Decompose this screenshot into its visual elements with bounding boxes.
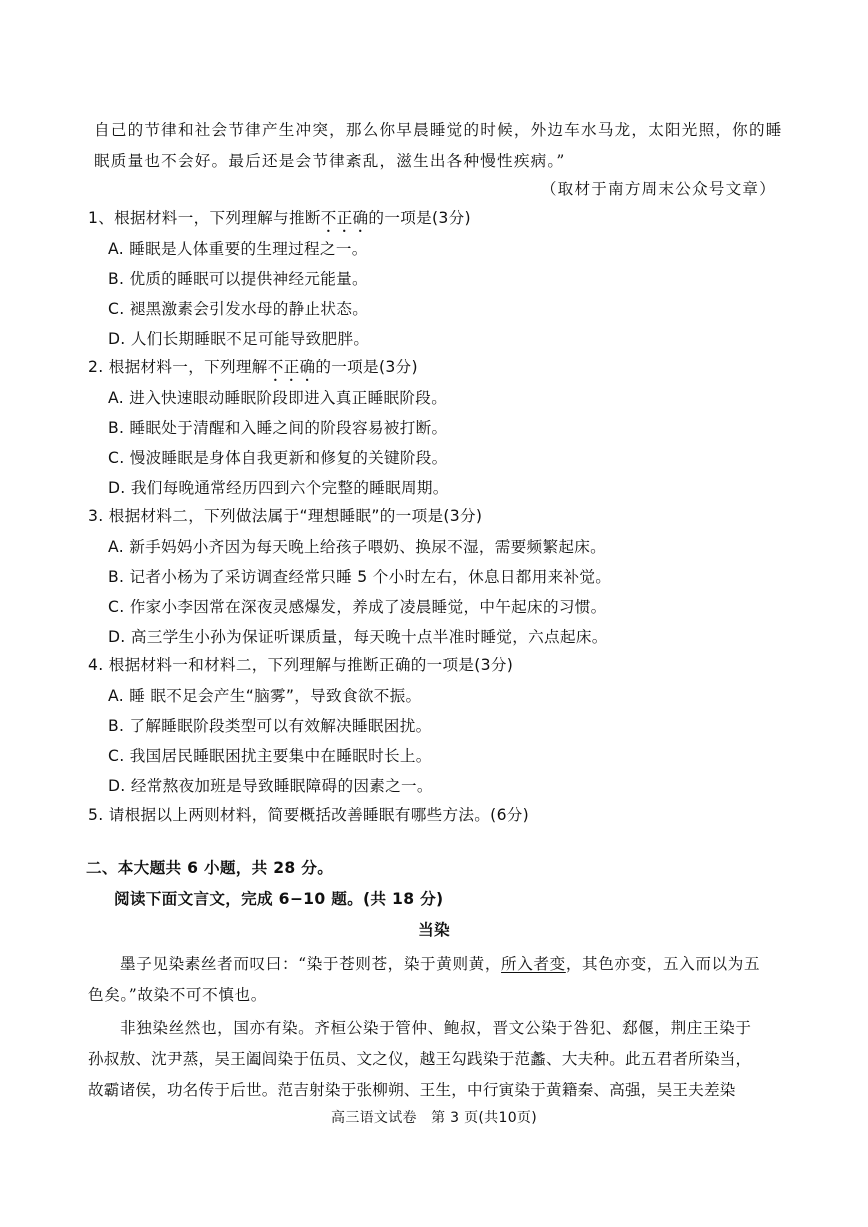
option-4c: C. 我国居民睡眠困扰主要集中在睡眠时长上。 xyxy=(108,747,432,765)
question-1-stem xyxy=(88,208,471,236)
option-4d: D. 经常熬夜加班是导致睡眠障碍的因素之一。 xyxy=(108,777,433,795)
passage-title: 当染 xyxy=(418,921,450,939)
question-5-stem: 5. 请根据以上两则材料，简要概括改善睡眠有哪些方法。(6分) xyxy=(88,806,530,824)
question-4-stem: 4. 根据材料一和材料二，下列理解与推断正确的一项是(3分) xyxy=(88,656,514,674)
classical-line: 孙叔敖、沈尹蒸，吴王阖闾染于伍员、文之仪，越王勾践染于范蠡、大夫种。此五君者所染当， xyxy=(88,1050,752,1068)
section-heading: 二、本大题共 6 小题，共 28 分。 xyxy=(86,859,334,877)
option-3b: B. 记者小杨为了采访调查经常只睡 5 个小时左右，休息日都用来补觉。 xyxy=(108,568,612,586)
classical-text: ，其色亦变，五入而以为五 xyxy=(565,955,761,973)
option-1b: B. 优质的睡眠可以提供神经元能量。 xyxy=(108,270,368,288)
passage-source: （取材于南方周末公众号文章） xyxy=(540,180,776,198)
option-1a: A. 睡眠是人体重要的生理过程之一。 xyxy=(108,240,368,258)
emphasis-text: 不正确 xyxy=(320,209,369,227)
emphasis-text: 不正确 xyxy=(267,358,316,376)
classical-text: 墨子见染素丝者而叹曰：“染于苍则苍，染于黄则黄， xyxy=(120,955,502,973)
stem-text: 的一项是(3分) xyxy=(368,209,471,227)
passage-line: 自己的节律和社会节律产生冲突，那么你早晨睡觉的时候，外边车水马龙，太阳光照，你的睡 xyxy=(94,121,783,139)
section-instruction: 阅读下面文言文，完成 6−10 题。(共 18 分) xyxy=(114,890,444,908)
option-2a: A. 进入快速眼动睡眠阶段即进入真正睡眠阶段。 xyxy=(108,389,448,407)
option-3c: C. 作家小李因常在深夜灵感爆发，养成了凌晨睡觉，中午起床的习惯。 xyxy=(108,598,607,616)
option-2d: D. 我们每晚通常经历四到六个完整的睡眠周期。 xyxy=(108,479,449,497)
stem-text: 1、根据材料一，下列理解与推断 xyxy=(88,209,321,227)
option-2c: C. 慢波睡眠是身体自我更新和修复的关键阶段。 xyxy=(108,449,448,467)
underlined-phrase: 所入者变 xyxy=(501,955,566,973)
classical-line: 色矣。”故染不可不慎也。 xyxy=(88,986,267,1004)
page-footer: 高三语文试卷 第 3 页(共10页) xyxy=(331,1110,537,1126)
option-2b: B. 睡眠处于清醒和入睡之间的阶段容易被打断。 xyxy=(108,419,448,437)
option-3a: A. 新手妈妈小齐因为每天晚上给孩子喂奶、换尿不湿，需要频繁起床。 xyxy=(108,538,607,556)
question-2-stem xyxy=(88,357,418,385)
question-3-stem: 3. 根据材料二，下列做法属于“理想睡眠”的一项是(3分) xyxy=(88,507,483,525)
option-3d: D. 高三学生小孙为保证听课质量，每天晚十点半准时睡觉，六点起床。 xyxy=(108,628,608,646)
option-1d: D. 人们长期睡眠不足可能导致肥胖。 xyxy=(108,330,370,348)
classical-line: 故霸诸侯，功名传于后世。范吉射染于张柳朔、王生，中行寅染于黄籍秦、高强，吴王夫差染 xyxy=(88,1081,736,1099)
option-4b: B. 了解睡眠阶段类型可以有效解决睡眠困扰。 xyxy=(108,717,432,735)
stem-text: 的一项是(3分) xyxy=(315,358,418,376)
option-1c: C. 褪黑激素会引发水母的静止状态。 xyxy=(108,300,369,318)
stem-text: 2. 根据材料一，下列理解 xyxy=(88,358,268,376)
classical-line: 非独染丝然也，国亦有染。齐桓公染于管仲、鲍叔，晋文公染于咎犯、郄偃，荆庄王染于 xyxy=(120,1019,752,1037)
classical-line xyxy=(120,954,760,974)
passage-line: 眠质量也不会好。最后还是会节律紊乱，滋生出各种慢性疾病。” xyxy=(94,152,566,170)
option-4a: A. 睡 眠不足会产生“脑雾”，导致食欲不振。 xyxy=(108,687,422,705)
